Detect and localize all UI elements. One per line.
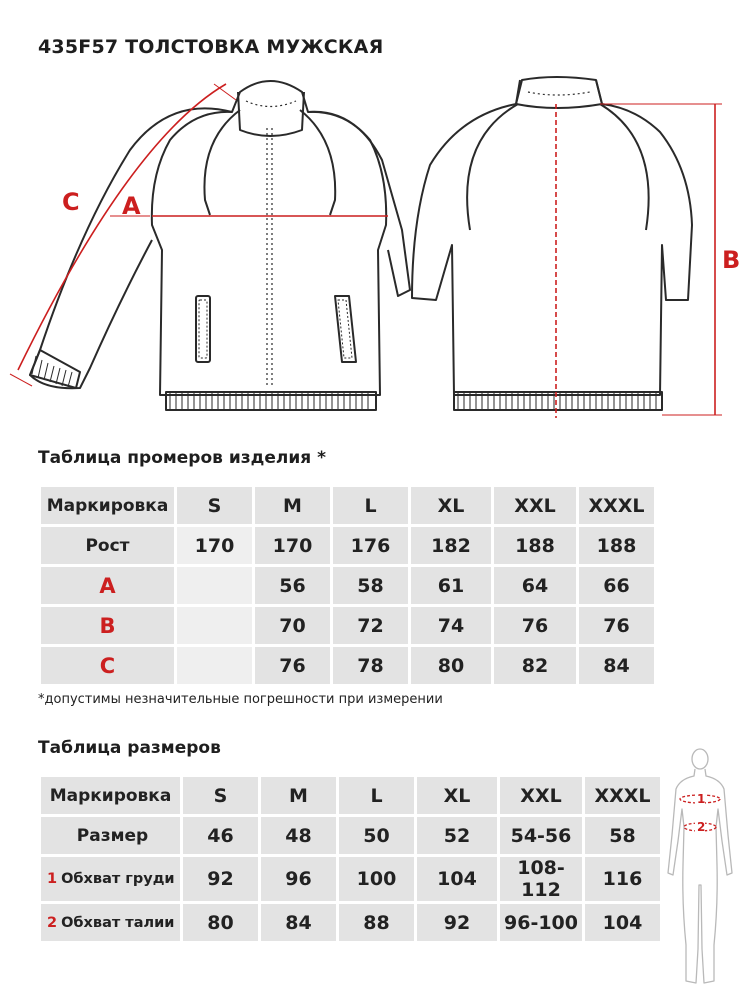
- size-header: XXXL: [585, 777, 660, 814]
- row-label-a: A: [41, 567, 174, 604]
- table-row: [41, 647, 654, 684]
- table-row: [41, 817, 660, 854]
- row-label-b: B: [41, 607, 174, 644]
- marker-1: 1: [47, 871, 58, 887]
- table-row: [41, 607, 654, 644]
- cell: 104: [585, 904, 660, 941]
- figure-mark-1: 1: [697, 792, 706, 806]
- size-header: L: [333, 487, 408, 524]
- measure-line-c: [18, 84, 226, 370]
- cell: [177, 647, 252, 684]
- cell: 96: [261, 857, 336, 901]
- measure-table-title: Таблица промеров изделия *: [38, 448, 326, 468]
- cell: 188: [494, 527, 576, 564]
- cell: 76: [579, 607, 654, 644]
- cell: 92: [183, 857, 258, 901]
- row-label-waist: 2 Обхват талии: [41, 904, 180, 941]
- cell: 64: [494, 567, 576, 604]
- cell: 84: [261, 904, 336, 941]
- header-label: Маркировка: [41, 777, 180, 814]
- size-table-title: Таблица размеров: [38, 738, 221, 758]
- back-collar: [516, 80, 602, 108]
- figure-mark-2: 2: [697, 820, 706, 834]
- cell: 182: [411, 527, 491, 564]
- cell: 72: [333, 607, 408, 644]
- cell: 92: [417, 904, 497, 941]
- cell: 78: [333, 647, 408, 684]
- marker-2: 2: [47, 914, 58, 931]
- table-row: [41, 857, 660, 901]
- size-header: L: [339, 777, 414, 814]
- cell: 54-56: [500, 817, 582, 854]
- cell: 80: [183, 904, 258, 941]
- cell: 188: [579, 527, 654, 564]
- size-header: XL: [411, 487, 491, 524]
- row-label: Рост: [41, 527, 174, 564]
- size-header: M: [255, 487, 330, 524]
- jacket-diagram: [0, 60, 751, 435]
- measure-table: [38, 484, 657, 687]
- size-header: S: [183, 777, 258, 814]
- row-label-c: C: [41, 647, 174, 684]
- cell: 76: [494, 607, 576, 644]
- cell: 76: [255, 647, 330, 684]
- footnote: *допустимы незначительные погрешности при измерении: [38, 692, 443, 707]
- cell: 46: [183, 817, 258, 854]
- cell: 58: [585, 817, 660, 854]
- left-cuff: [30, 350, 80, 388]
- size-header: XXXL: [579, 487, 654, 524]
- cell: 170: [177, 527, 252, 564]
- table-row: [41, 904, 660, 941]
- right-pocket: [335, 296, 356, 362]
- label-c: C: [62, 188, 80, 216]
- size-header: XL: [417, 777, 497, 814]
- row-label-chest: 1 Обхват груди: [41, 857, 180, 901]
- body-figure-icon: [664, 745, 736, 990]
- table-row: [41, 487, 654, 524]
- left-pocket: [196, 296, 210, 362]
- cell: 50: [339, 817, 414, 854]
- cell: [177, 607, 252, 644]
- cell: 48: [261, 817, 336, 854]
- label-b: B: [722, 246, 741, 274]
- page-title: 435F57 ТОЛСТОВКА МУЖСКАЯ: [38, 36, 384, 58]
- size-header: XXL: [494, 487, 576, 524]
- size-header: XXL: [500, 777, 582, 814]
- cell: 82: [494, 647, 576, 684]
- size-header: M: [261, 777, 336, 814]
- table-row: [41, 567, 654, 604]
- cell: 88: [339, 904, 414, 941]
- cell: 52: [417, 817, 497, 854]
- front-left-sleeve: [30, 108, 232, 388]
- cell: 61: [411, 567, 491, 604]
- label-a: A: [122, 192, 141, 220]
- row-label: Размер: [41, 817, 180, 854]
- cell: 84: [579, 647, 654, 684]
- cell: 100: [339, 857, 414, 901]
- size-header: S: [177, 487, 252, 524]
- table-row: [41, 777, 660, 814]
- cell: 58: [333, 567, 408, 604]
- header-label: Маркировка: [41, 487, 174, 524]
- cell: 116: [585, 857, 660, 901]
- cell: 80: [411, 647, 491, 684]
- cell: 70: [255, 607, 330, 644]
- cell: 96-100: [500, 904, 582, 941]
- cell: [177, 567, 252, 604]
- cell: 56: [255, 567, 330, 604]
- back-body-outline: [412, 77, 692, 395]
- cell: 104: [417, 857, 497, 901]
- table-row: [41, 527, 654, 564]
- cell: 74: [411, 607, 491, 644]
- cell: 170: [255, 527, 330, 564]
- cell: 176: [333, 527, 408, 564]
- cell: 108-112: [500, 857, 582, 901]
- size-table: [38, 774, 663, 944]
- front-collar: [238, 92, 304, 136]
- cell: 66: [579, 567, 654, 604]
